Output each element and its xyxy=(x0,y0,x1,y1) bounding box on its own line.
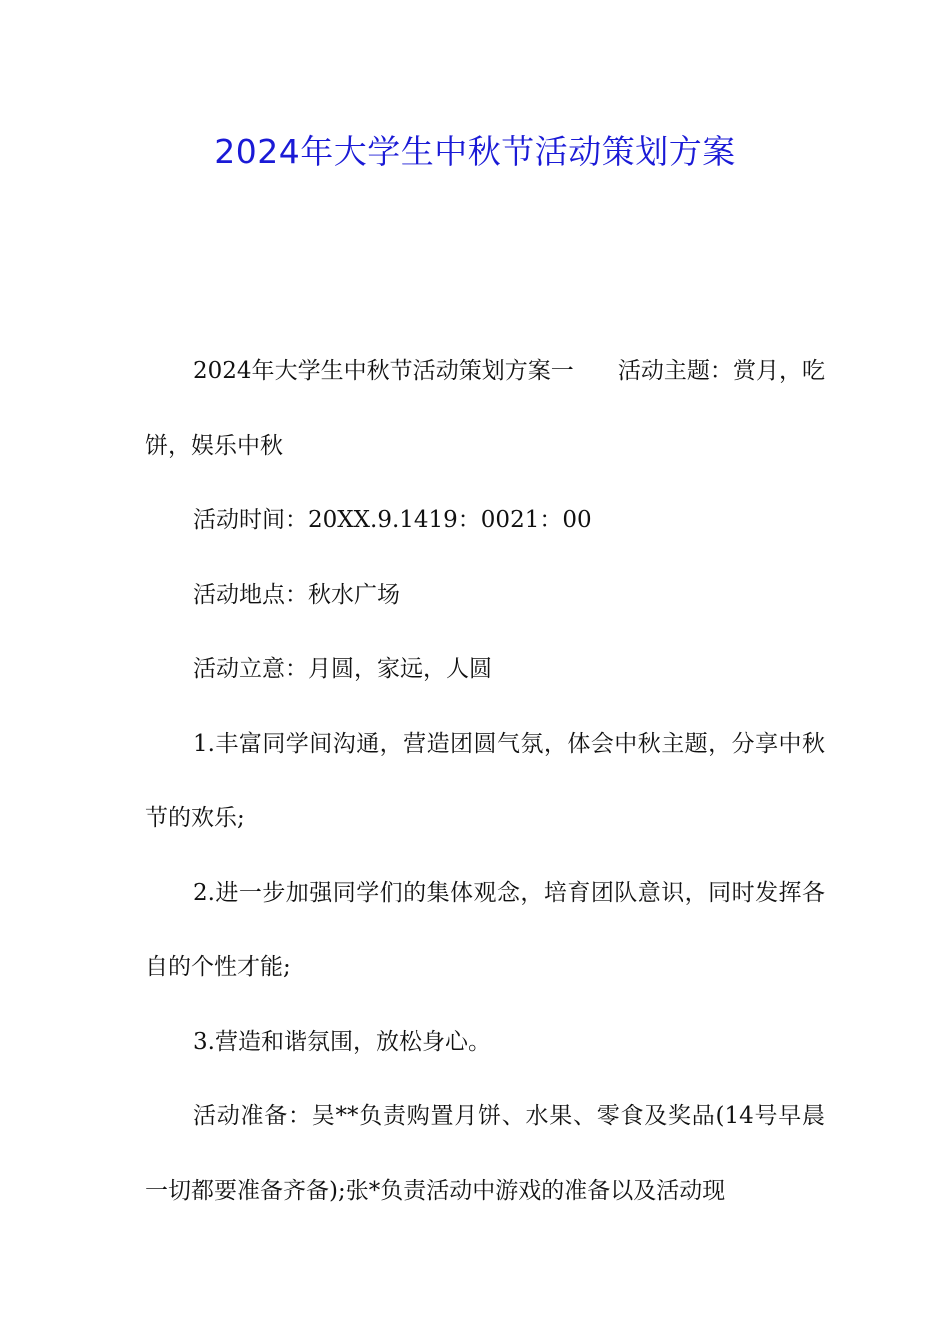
paragraph-location: 活动地点：秋水广场 xyxy=(193,581,400,608)
paragraph-text: 活动主题：赏月，吃饼，娱乐中秋 xyxy=(145,358,825,459)
paragraph-item-1: 1.丰富同学间沟通，营造团圆气氛，体会中秋主题，分享中秋节的欢乐; xyxy=(145,730,825,831)
document-title: 2024年大学生中秋节活动策划方案 xyxy=(214,132,736,171)
paragraph-preparation: 活动准备：吴**负责购置月饼、水果、零食及奖品(14号早晨一切都要准备齐备);张*负责活动中游戏的准备以及活动现 xyxy=(145,1103,825,1204)
paragraph-time: 活动时间：20XX.9.1419：0021：00 xyxy=(193,507,592,533)
paragraph-item-3: 3.营造和谐氛围，放松身心。 xyxy=(193,1028,491,1055)
paragraph-lead: 2024年大学生中秋节活动策划方案一 xyxy=(193,358,574,384)
document-body xyxy=(145,334,825,1228)
paragraph-item-2: 2.进一步加强同学们的集体观念，培育团队意识，同时发挥各自的个性才能; xyxy=(145,879,825,980)
paragraph-intro xyxy=(145,334,825,483)
paragraph-purpose: 活动立意：月圆，家远，人圆 xyxy=(193,656,492,682)
